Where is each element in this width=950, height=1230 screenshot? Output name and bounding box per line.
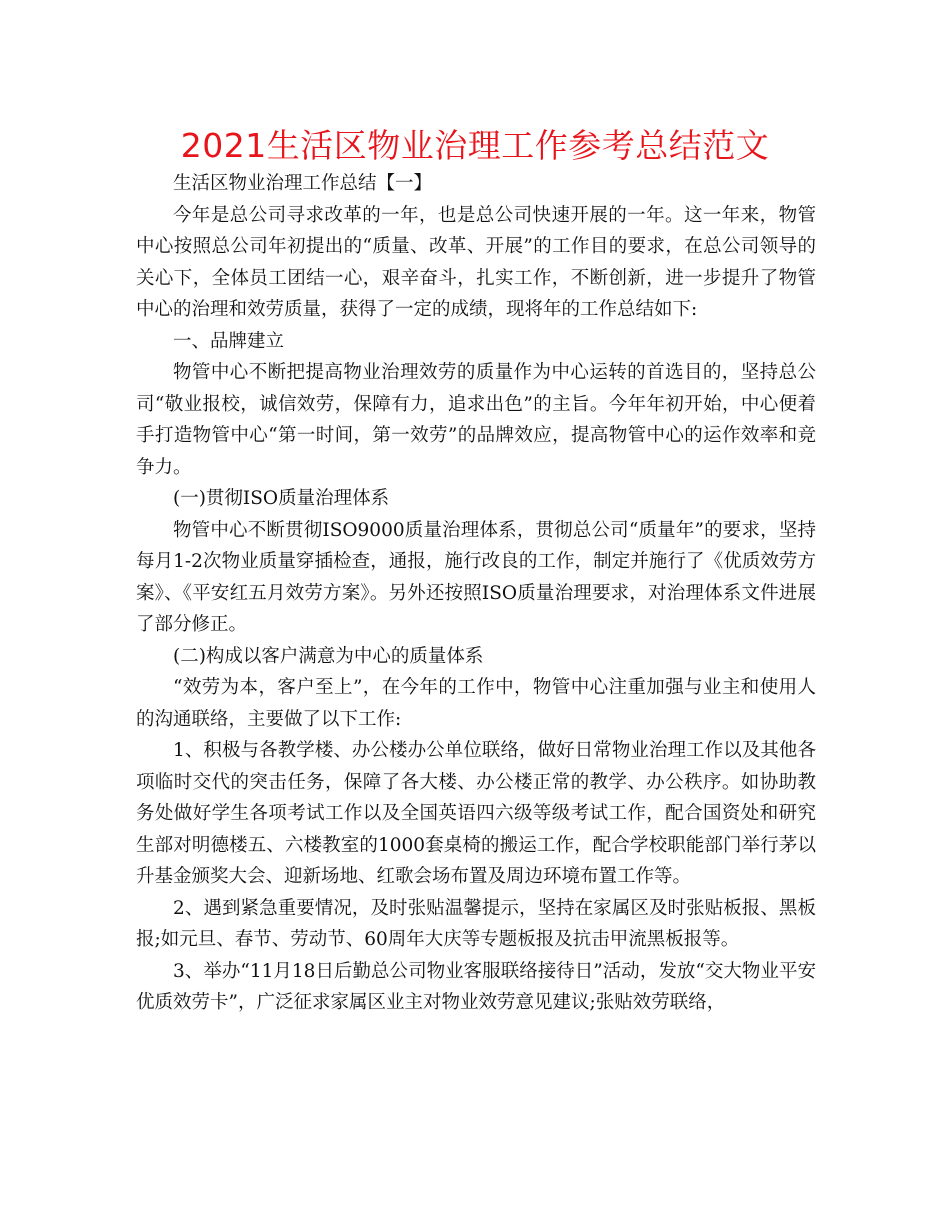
document-body (136, 168, 816, 1019)
section-heading: 生活区物业治理工作总结【一】 (173, 173, 433, 194)
section-heading: 一、品牌建立 (173, 330, 285, 352)
section-heading: (一)贯彻ISO质量治理体系 (173, 488, 390, 509)
paragraph: 1、积极与各教学楼、办公楼办公单位联络，做好日常物业治理工作以及其他各项临时交代的突击任务，保障了各大楼、办公楼正常的教学、办公秩序。如协助教务处做好学生各项考试工作以及全国英语四六级等级考试工作，配合国资处和研究生部对明德楼五、六楼教室的1000套桌椅的搬运工作，配合学校职能部门举行茅以升基金颁奖大会、迎新场地、红歌会场布置及周边环境布置工作等。 (136, 740, 816, 887)
paragraph: 2、遇到紧急重要情况，及时张贴温馨提示，坚持在家属区及时张贴板报、黑板报;如元旦、春节、劳动节、60周年大庆等专题板报及抗击甲流黑板报等。 (136, 897, 816, 950)
document-title: 2021生活区物业治理工作参考总结范文 (180, 126, 770, 165)
section-heading: (二)构成以客户满意为中心的质量体系 (173, 645, 484, 667)
paragraph: 3、举办“11月18日后勤总公司物业客服联络接待日”活动，发放“交大物业平安优质效劳卡”，广泛征求家属区业主对物业效劳意见建议;张贴效劳联络， (136, 960, 816, 1013)
paragraph: 物管中心不断贯彻ISO9000质量治理体系，贯彻总公司“质量年”的要求，坚持每月1-2次物业质量穿插检查，通报，施行改良的工作，制定并施行了《优质效劳方案》、《平安红五月效劳方案》。另外还按照ISO质量治理要求，对治理体系文件进展了部分修正。 (136, 519, 816, 635)
paragraph: “效劳为本，客户至上”，在今年的工作中，物管中心注重加强与业主和使用人的沟通联络，主要做了以下工作: (136, 677, 816, 730)
paragraph: 今年是总公司寻求改革的一年，也是总公司快速开展的一年。这一年来，物管中心按照总公司年初提出的“质量、改革、开展”的工作目的要求，在总公司领导的关心下，全体员工团结一心，艰辛奋斗，扎实工作，不断创新，进一步提升了物管中心的治理和效劳质量，获得了一定的成绩，现将年的工作总结如下: (136, 204, 816, 320)
paragraph: 物管中心不断把提高物业治理效劳的质量作为中心运转的首选目的，坚持总公司“敬业报校，诚信效劳，保障有力，追求出色”的主旨。今年年初开始，中心便着手打造物管中心“第一时间，第一效劳”的品牌效应，提高物管中心的运作效率和竞争力。 (136, 362, 816, 478)
